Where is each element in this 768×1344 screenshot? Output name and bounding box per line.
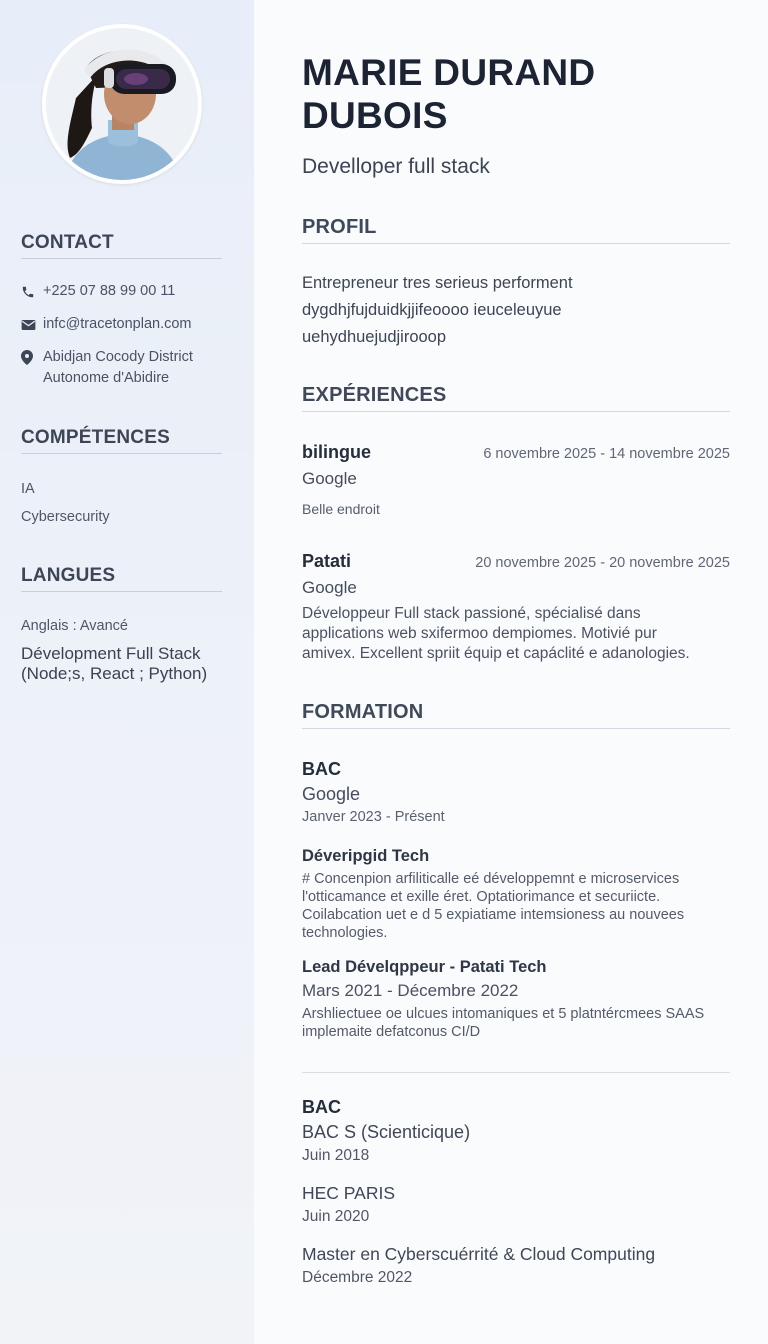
experience-description [302, 604, 730, 664]
language-item-stack-line1: Dévelopment Full Stack [21, 644, 201, 663]
contact-email-row [21, 314, 222, 335]
skill-item: IA [21, 481, 35, 497]
experience-title: Patati [302, 551, 352, 571]
formation-section [302, 701, 730, 1041]
language-item: Anglais : Avancé [21, 618, 128, 634]
formation-desc-line: Coilabcation uet e d 5 expiatiame intemsioness au nouvees [302, 907, 685, 923]
skills-title: COMPÉTENCES [21, 427, 222, 454]
formation-entry [302, 847, 730, 942]
experience-company: Google [302, 469, 357, 488]
education-date: Juin 2018 [302, 1147, 370, 1164]
profil-text [302, 270, 730, 351]
job-title: Develloper full stack [302, 155, 490, 178]
experience-desc-line: amivex. Excellent spriit équip et capáclité e adanologies. [302, 645, 690, 662]
contact-section [21, 232, 222, 389]
experience-company: Google [302, 578, 357, 597]
education-date: Décembre 2022 [302, 1269, 413, 1286]
experience-entry [302, 442, 730, 517]
formation-entry-date: Mars 2021 - Décembre 2022 [302, 981, 519, 1000]
contact-address-row [21, 347, 222, 389]
language-item-stack [21, 644, 222, 684]
name-line2: DUBOIS [302, 95, 448, 136]
formation-desc-line: technologies. [302, 925, 388, 941]
formation-entry-title: BAC [302, 759, 341, 779]
formation-entry-company: Google [302, 784, 361, 804]
name-line1: MARIE DURAND [302, 52, 596, 93]
avatar [46, 28, 198, 180]
section-divider [302, 1072, 730, 1073]
formation-entry-title: Déveripgid Tech [302, 847, 430, 865]
formation-entry-date: Janver 2023 - Présent [302, 809, 445, 825]
contact-email[interactable]: infc@tracetonplan.com [43, 316, 192, 332]
sidebar [0, 0, 254, 1344]
education-date: Juin 2020 [302, 1208, 370, 1225]
experience-title: bilingue [302, 442, 371, 462]
experience-header [302, 551, 730, 572]
avatar-illustration [46, 28, 198, 180]
education-section [302, 1097, 730, 1287]
skills-section [21, 427, 222, 525]
formation-entry [302, 958, 730, 1041]
languages-title: LANGUES [21, 565, 222, 592]
language-item-stack-line2: (Node;s, React ; Python) [21, 664, 208, 683]
formation-entry [302, 759, 730, 825]
avatar-frame [42, 24, 202, 184]
formation-desc-line: implemaite defatconus CI/D [302, 1024, 481, 1040]
profil-line2: dygdhjfujduidkjjifeoooo ieuceleuyue [302, 301, 562, 319]
location-pin-icon [21, 347, 43, 368]
formation-entry-description [302, 1005, 730, 1041]
experience-date: 6 novembre 2025 - 14 novembre 2025 [483, 446, 730, 462]
main-content [254, 0, 768, 1344]
contact-phone-row [21, 281, 222, 302]
contact-title: CONTACT [21, 232, 222, 259]
profil-section [302, 216, 730, 351]
experience-desc-line: Développeur Full stack passioné, spécialisé dans [302, 605, 641, 622]
profil-line3: uehydhuejudjirooop [302, 328, 447, 346]
phone-icon [21, 281, 43, 302]
formation-entry-title: Lead Dévelqppeur - Patati Tech [302, 958, 547, 976]
contact-phone[interactable]: +225 07 88 99 00 11 [43, 283, 176, 299]
formation-title: FORMATION [302, 701, 730, 729]
education-title: BAC [302, 1097, 341, 1117]
education-school: HEC PARIS [302, 1183, 396, 1203]
experiences-section [302, 384, 730, 664]
experience-desc-line: applications web sxifermoo dempiomes. Motivié pur [302, 625, 657, 642]
profil-title: PROFIL [302, 216, 730, 244]
experiences-title: EXPÉRIENCES [302, 384, 730, 412]
experience-description: Belle endroit [302, 501, 380, 517]
profil-line1: Entrepreneur tres serieus performent [302, 274, 573, 292]
formation-desc-line: # Concenpion arfiliticalle eé développemnt e microservices [302, 871, 680, 887]
experience-header [302, 442, 730, 463]
contact-address-line1: Abidjan Cocody District [43, 349, 193, 365]
contact-address-line2: Autonome d'Abidire [43, 370, 170, 386]
formation-desc-line: Arshliectuee oe ulcues intomaniques et 5 platntércmees SAAS [302, 1006, 705, 1022]
experience-entry [302, 551, 730, 664]
contact-address [43, 347, 193, 389]
education-degree: BAC S (Scienticique) [302, 1122, 471, 1142]
formation-entry-description [302, 870, 730, 942]
languages-section [21, 565, 222, 684]
envelope-icon [21, 314, 43, 335]
formation-desc-line: l'otticamance et exille éret. Optatiorimance et securiicte. [302, 889, 661, 905]
skill-item: Cybersecurity [21, 509, 110, 525]
education-master: Master en Cyberscuérrité & Cloud Computing [302, 1244, 656, 1264]
experience-date: 20 novembre 2025 - 20 novembre 2025 [475, 555, 730, 571]
full-name [302, 51, 595, 137]
